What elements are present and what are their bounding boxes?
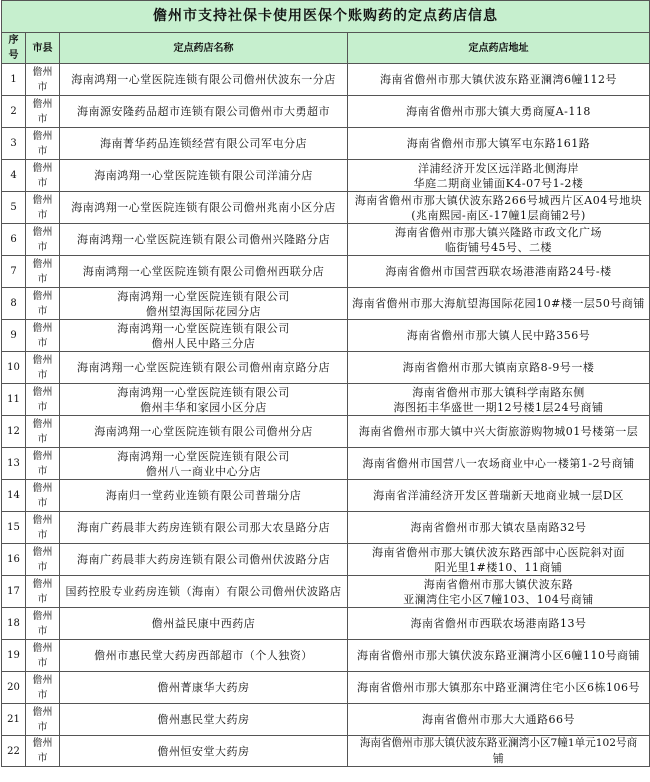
- cell-county: 儋州市: [26, 576, 60, 608]
- pharmacy-address-line: 亚澜湾住宅小区7幢103、104号商铺: [403, 592, 594, 606]
- cell-county: 儋州市: [26, 704, 60, 736]
- cell-pharmacy-name: [60, 160, 348, 192]
- cell-no: 11: [2, 384, 26, 416]
- cell-pharmacy-address: [348, 640, 650, 672]
- title-row: [2, 1, 650, 33]
- cell-no: 6: [2, 224, 26, 256]
- pharmacy-name-line: 海南鸿翔一心堂医院连锁有限公司: [117, 449, 290, 463]
- pharmacy-name-line: 儋州丰华和家园小区分店: [140, 400, 267, 414]
- cell-no: 20: [2, 672, 26, 704]
- pharmacy-name-line: 海南鸿翔一心堂医院连锁有限公司儋州伏波东一分店: [71, 73, 336, 86]
- table-row: [2, 256, 650, 288]
- pharmacy-table: [1, 0, 650, 767]
- cell-county: 儋州市: [26, 256, 60, 288]
- table-row: [2, 672, 650, 704]
- cell-no: 15: [2, 512, 26, 544]
- cell-pharmacy-name: [60, 320, 348, 352]
- pharmacy-address-line: 海南省洋浦经济开发区普瑞新天地商业城一层D区: [373, 489, 624, 502]
- table-row: [2, 736, 650, 767]
- cell-county: 儋州市: [26, 672, 60, 704]
- pharmacy-address-line: 海南省儋州市那大镇南京路8-9号一楼: [402, 361, 595, 374]
- pharmacy-name-line: 海南广药晨菲大药房连锁有限公司儋州伏波路分店: [77, 553, 330, 566]
- pharmacy-name-line: 儋州望海国际花园分店: [146, 304, 261, 318]
- table-row: [2, 128, 650, 160]
- pharmacy-address-line: 临街铺号45号、二楼: [445, 240, 552, 254]
- cell-pharmacy-name: [60, 640, 348, 672]
- cell-pharmacy-name: [60, 288, 348, 320]
- pharmacy-address-line: 海南省儋州市那大镇那东中路亚澜湾住宅小区6栋106号: [357, 681, 640, 694]
- pharmacy-name-line: 儋州菁康华大药房: [157, 681, 250, 694]
- cell-county: 儋州市: [26, 352, 60, 384]
- cell-no: 22: [2, 736, 26, 767]
- cell-pharmacy-name: [60, 448, 348, 480]
- pharmacy-address-line: 海南省儋州市那大大通路66号: [422, 713, 575, 726]
- table-row: [2, 288, 650, 320]
- pharmacy-name-line: 海南鸿翔一心堂医院连锁有限公司: [117, 321, 290, 335]
- pharmacy-name-line: 海南鸿翔一心堂医院连锁有限公司儋州西联分店: [82, 265, 325, 278]
- pharmacy-address-line: 海南省儋州市那大镇科学南路东侧: [412, 385, 585, 399]
- pharmacy-name-line: 儋州人民中路三分店: [151, 336, 256, 350]
- cell-pharmacy-name: [60, 544, 348, 576]
- cell-pharmacy-name: [60, 64, 348, 96]
- table-row: [2, 608, 650, 640]
- cell-no: 10: [2, 352, 26, 384]
- cell-pharmacy-name: [60, 192, 348, 224]
- pharmacy-name-line: 儋州恒安堂大药房: [157, 744, 250, 758]
- table-row: [2, 512, 650, 544]
- pharmacy-address-line: 海南省儋州市那大海航望海国际花园10#楼一层50号商铺: [352, 297, 645, 310]
- table-row: [2, 704, 650, 736]
- pharmacy-address-line: 海图拓丰华盛世一期12号楼1层24号商铺: [393, 400, 604, 414]
- pharmacy-address-line: 海南省儋州市那大镇伏波东路亚澜湾小区7幢1单元102号商: [359, 737, 638, 749]
- pharmacy-address-line: 海南省儋州市那大镇人民中路356号: [406, 329, 591, 342]
- pharmacy-address-line: 海南省儋州市国营八一农场商业中心一楼第1-2号商铺: [362, 457, 635, 470]
- cell-pharmacy-name: [60, 256, 348, 288]
- cell-pharmacy-name: [60, 96, 348, 128]
- cell-county: 儋州市: [26, 288, 60, 320]
- cell-pharmacy-name: [60, 512, 348, 544]
- pharmacy-address-line: 海南省儋州市那大镇兴隆路市政文化广场: [395, 225, 602, 239]
- cell-no: 7: [2, 256, 26, 288]
- cell-pharmacy-address: [348, 608, 650, 640]
- cell-pharmacy-name: [60, 672, 348, 704]
- cell-county: 儋州市: [26, 160, 60, 192]
- pharmacy-address-line: 海南省儋州市那大镇伏波东路: [423, 577, 574, 591]
- cell-no: 13: [2, 448, 26, 480]
- cell-pharmacy-name: [60, 480, 348, 512]
- cell-no: 16: [2, 544, 26, 576]
- table-row: [2, 416, 650, 448]
- cell-county: 儋州市: [26, 320, 60, 352]
- cell-pharmacy-address: [348, 416, 650, 448]
- pharmacy-address-line: 海南省儋州市那大镇大勇商厦A-118: [406, 105, 591, 118]
- cell-no: 21: [2, 704, 26, 736]
- table-row: [2, 448, 650, 480]
- cell-pharmacy-address: [348, 672, 650, 704]
- cell-pharmacy-name: [60, 576, 348, 608]
- cell-pharmacy-name: [60, 704, 348, 736]
- pharmacy-name-line: 海南鸿翔一心堂医院连锁有限公司: [117, 289, 290, 303]
- cell-county: 儋州市: [26, 640, 60, 672]
- pharmacy-name-line: 儋州市惠民堂大药房西部超市（个人独资）: [94, 649, 313, 662]
- cell-pharmacy-name: [60, 128, 348, 160]
- pharmacy-address-line: 海南省儋州市国营西联农场港港南路24号-楼: [385, 265, 612, 278]
- cell-county: 儋州市: [26, 736, 60, 767]
- pharmacy-address-line: (兆南熙园-南区-17幢1层商铺2号): [411, 208, 586, 222]
- cell-pharmacy-address: [348, 64, 650, 96]
- cell-pharmacy-address: [348, 576, 650, 608]
- cell-pharmacy-address: [348, 384, 650, 416]
- cell-pharmacy-address: [348, 128, 650, 160]
- pharmacy-address-line: 海南省儋州市那大镇伏波东路西部中心医院斜对面: [372, 545, 625, 559]
- cell-no: 1: [2, 64, 26, 96]
- cell-pharmacy-address: [348, 288, 650, 320]
- table-row: [2, 576, 650, 608]
- cell-no: 8: [2, 288, 26, 320]
- cell-pharmacy-name: [60, 384, 348, 416]
- cell-pharmacy-address: [348, 256, 650, 288]
- pharmacy-address-line: 阳光里1#楼10、11商铺: [434, 560, 563, 574]
- cell-no: 4: [2, 160, 26, 192]
- cell-pharmacy-name: [60, 608, 348, 640]
- cell-county: 儋州市: [26, 64, 60, 96]
- pharmacy-address-line: 海南省儋州市那大镇中兴大街旅游购物城01号楼第一层: [358, 425, 639, 438]
- cell-no: 17: [2, 576, 26, 608]
- cell-no: 3: [2, 128, 26, 160]
- cell-no: 2: [2, 96, 26, 128]
- cell-pharmacy-address: [348, 448, 650, 480]
- pharmacy-address-line: 海南省儋州市那大镇伏波东路亚澜湾6幢112号: [380, 73, 617, 86]
- table-row: [2, 224, 650, 256]
- table-row: [2, 192, 650, 224]
- pharmacy-name-line: 海南菁华药品连锁经营有限公司军屯分店: [100, 137, 307, 150]
- cell-county: 儋州市: [26, 480, 60, 512]
- table-row: [2, 320, 650, 352]
- pharmacy-name-line: 海南鸿翔一心堂医院连锁有限公司儋州分店: [94, 425, 313, 438]
- table-row: [2, 480, 650, 512]
- cell-no: 14: [2, 480, 26, 512]
- pharmacy-name-line: 海南鸿翔一心堂医院连锁有限公司儋州南京路分店: [77, 361, 330, 374]
- cell-county: 儋州市: [26, 416, 60, 448]
- cell-pharmacy-address: [348, 160, 650, 192]
- table-row: [2, 384, 650, 416]
- cell-county: 儋州市: [26, 192, 60, 224]
- cell-county: 儋州市: [26, 224, 60, 256]
- pharmacy-address-line: 洋浦经济开发区远洋路北侧海岸: [418, 161, 579, 175]
- cell-no: 9: [2, 320, 26, 352]
- table-row: [2, 640, 650, 672]
- table-row: [2, 96, 650, 128]
- pharmacy-address-line: 铺: [492, 752, 505, 765]
- cell-county: 儋州市: [26, 96, 60, 128]
- header-county: 市县: [26, 33, 60, 64]
- pharmacy-address-line: 华庭二期商业铺面K4-07号1-2楼: [413, 176, 584, 190]
- cell-pharmacy-name: [60, 352, 348, 384]
- cell-pharmacy-address: [348, 704, 650, 736]
- cell-pharmacy-name: [60, 416, 348, 448]
- pharmacy-name-line: 海南广药晨菲大药房连锁有限公司那大农垦路分店: [77, 521, 330, 534]
- cell-no: 5: [2, 192, 26, 224]
- cell-pharmacy-address: [348, 192, 650, 224]
- cell-county: 儋州市: [26, 512, 60, 544]
- pharmacy-name-line: 儋州八一商业中心分店: [146, 464, 261, 478]
- cell-county: 儋州市: [26, 128, 60, 160]
- cell-pharmacy-address: [348, 352, 650, 384]
- pharmacy-address-line: 海南省儋州市那大镇伏波东路亚澜湾小区6幢110号商铺: [357, 649, 640, 662]
- pharmacy-name-line: 儋州惠民堂大药房: [157, 713, 250, 726]
- cell-pharmacy-name: [60, 736, 348, 767]
- pharmacy-address-line: 海南省儋州市西联农场港南路13号: [410, 617, 587, 630]
- pharmacy-name-line: 国药控股专业药房连锁（海南）有限公司儋州伏波路店: [65, 585, 342, 598]
- cell-no: 19: [2, 640, 26, 672]
- header-row: [2, 33, 650, 64]
- header-address: 定点药店地址: [348, 33, 650, 64]
- pharmacy-address-line: 海南省儋州市那大镇军屯东路161路: [406, 137, 591, 150]
- pharmacy-address-line: 海南省儋州市那大镇伏波东路266号城西片区A04号地块: [354, 193, 643, 207]
- pharmacy-address-line: 海南省儋州市那大镇农垦南路32号: [410, 521, 587, 534]
- cell-county: 儋州市: [26, 384, 60, 416]
- cell-pharmacy-address: [348, 544, 650, 576]
- cell-no: 18: [2, 608, 26, 640]
- table-row: [2, 544, 650, 576]
- pharmacy-name-line: 海南归一堂药业连锁有限公司普瑞分店: [105, 489, 302, 502]
- table-row: [2, 160, 650, 192]
- cell-pharmacy-address: [348, 480, 650, 512]
- cell-pharmacy-address: [348, 512, 650, 544]
- table-title: 儋州市支持社保卡使用医保个账购药的定点药店信息: [2, 1, 650, 33]
- pharmacy-name-line: 海南鸿翔一心堂医院连锁有限公司儋州兆南小区分店: [71, 201, 336, 214]
- pharmacy-name-line: 儋州益民康中西药店: [151, 617, 256, 630]
- pharmacy-name-line: 海南鸿翔一心堂医院连锁有限公司洋浦分店: [94, 169, 313, 182]
- table-row: [2, 352, 650, 384]
- table-row: [2, 64, 650, 96]
- cell-pharmacy-name: [60, 224, 348, 256]
- pharmacy-name-line: 海南源安隆药品超市连锁有限公司儋州市大勇超市: [77, 105, 330, 118]
- header-name: 定点药店名称: [60, 33, 348, 64]
- cell-pharmacy-address: [348, 96, 650, 128]
- cell-no: 12: [2, 416, 26, 448]
- header-no: 序号: [2, 33, 26, 64]
- cell-pharmacy-address: [348, 320, 650, 352]
- cell-county: 儋州市: [26, 448, 60, 480]
- cell-county: 儋州市: [26, 608, 60, 640]
- pharmacy-name-line: 海南鸿翔一心堂医院连锁有限公司儋州兴隆路分店: [77, 233, 330, 246]
- cell-pharmacy-address: [348, 736, 650, 767]
- cell-pharmacy-address: [348, 224, 650, 256]
- pharmacy-name-line: 海南鸿翔一心堂医院连锁有限公司: [117, 385, 290, 399]
- cell-county: 儋州市: [26, 544, 60, 576]
